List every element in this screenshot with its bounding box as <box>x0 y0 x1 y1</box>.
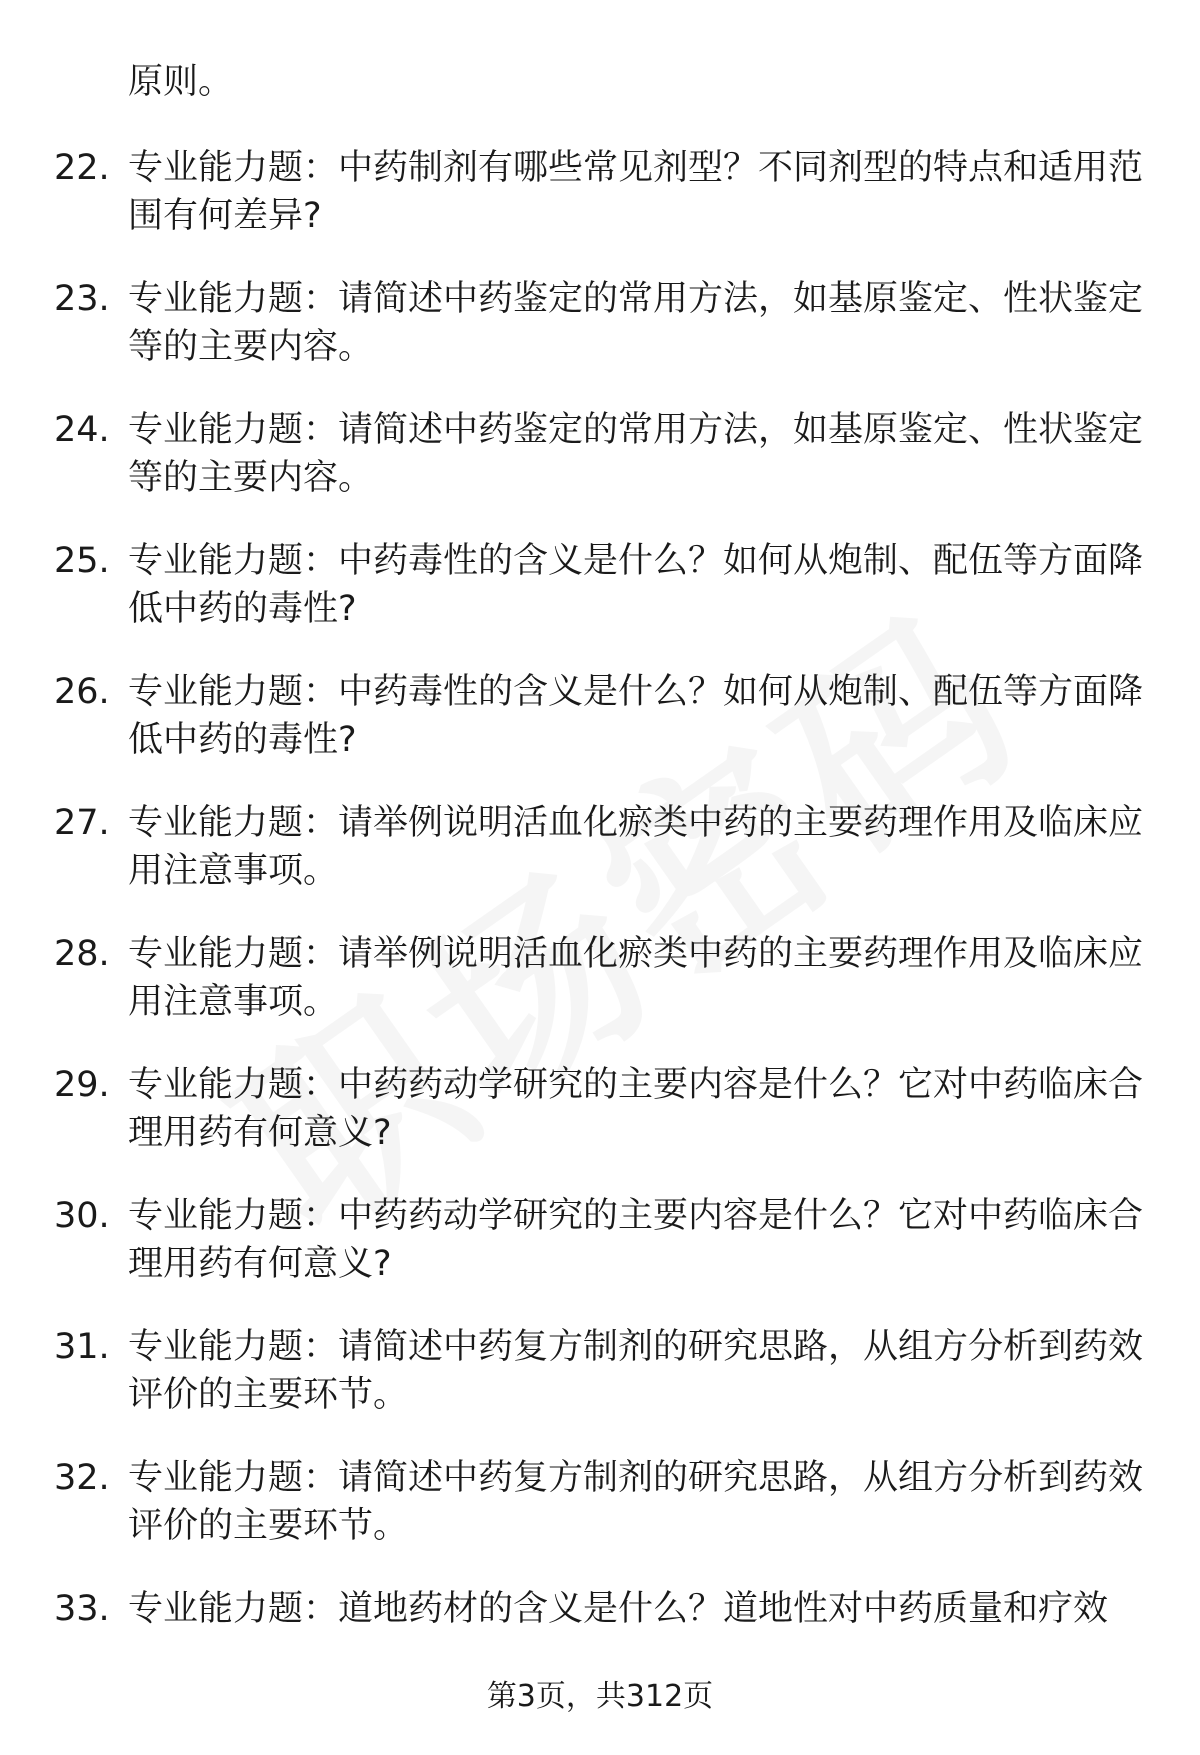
question-item <box>0 1192 1200 1323</box>
question-text: 专业能力题：请简述中药复方制剂的研究思路，从组方分析到药效评价的主要环节。 <box>128 1458 1144 1546</box>
question-item <box>0 144 1200 275</box>
question-item <box>0 668 1200 799</box>
question-item <box>0 1454 1200 1585</box>
question-item <box>0 1323 1200 1454</box>
question-item <box>0 930 1200 1061</box>
question-number: 27. <box>54 803 110 843</box>
question-item <box>0 406 1200 537</box>
question-item <box>0 275 1200 406</box>
question-number: 22. <box>54 148 110 188</box>
question-number: 23. <box>54 279 110 319</box>
question-number: 24. <box>54 410 110 450</box>
question-text: 专业能力题：请举例说明活血化瘀类中药的主要药理作用及临床应用注意事项。 <box>128 803 1144 891</box>
question-number: 28. <box>54 934 110 974</box>
question-number: 31. <box>54 1327 110 1367</box>
question-text: 专业能力题：中药毒性的含义是什么？如何从炮制、配伍等方面降低中药的毒性? <box>128 672 1144 760</box>
page-number-footer: 第3页，共312页 <box>486 1679 714 1714</box>
question-text: 专业能力题：中药药动学研究的主要内容是什么？它对中药临床合理用药有何意义? <box>128 1196 1144 1284</box>
question-number: 25. <box>54 541 110 581</box>
question-item <box>0 1061 1200 1192</box>
question-text: 专业能力题：中药药动学研究的主要内容是什么？它对中药临床合理用药有何意义? <box>128 1065 1144 1153</box>
question-text: 专业能力题：中药制剂有哪些常见剂型？不同剂型的特点和适用范围有何差异? <box>128 148 1144 236</box>
continuation-text: 原则。 <box>128 62 234 102</box>
question-number: 29. <box>54 1065 110 1105</box>
question-text: 专业能力题：请举例说明活血化瘀类中药的主要药理作用及临床应用注意事项。 <box>128 934 1144 1022</box>
question-list <box>0 144 1200 1716</box>
question-text: 专业能力题：道地药材的含义是什么？道地性对中药质量和疗效 <box>128 1589 1109 1629</box>
question-item <box>0 799 1200 930</box>
question-number: 32. <box>54 1458 110 1498</box>
question-text: 专业能力题：中药毒性的含义是什么？如何从炮制、配伍等方面降低中药的毒性? <box>128 541 1144 629</box>
question-number: 33. <box>54 1589 110 1629</box>
question-number: 26. <box>54 672 110 712</box>
question-number: 30. <box>54 1196 110 1236</box>
question-text: 专业能力题：请简述中药复方制剂的研究思路，从组方分析到药效评价的主要环节。 <box>128 1327 1144 1415</box>
question-text: 专业能力题：请简述中药鉴定的常用方法，如基原鉴定、性状鉴定等的主要内容。 <box>128 279 1144 367</box>
question-text: 专业能力题：请简述中药鉴定的常用方法，如基原鉴定、性状鉴定等的主要内容。 <box>128 410 1144 498</box>
question-item <box>0 537 1200 668</box>
